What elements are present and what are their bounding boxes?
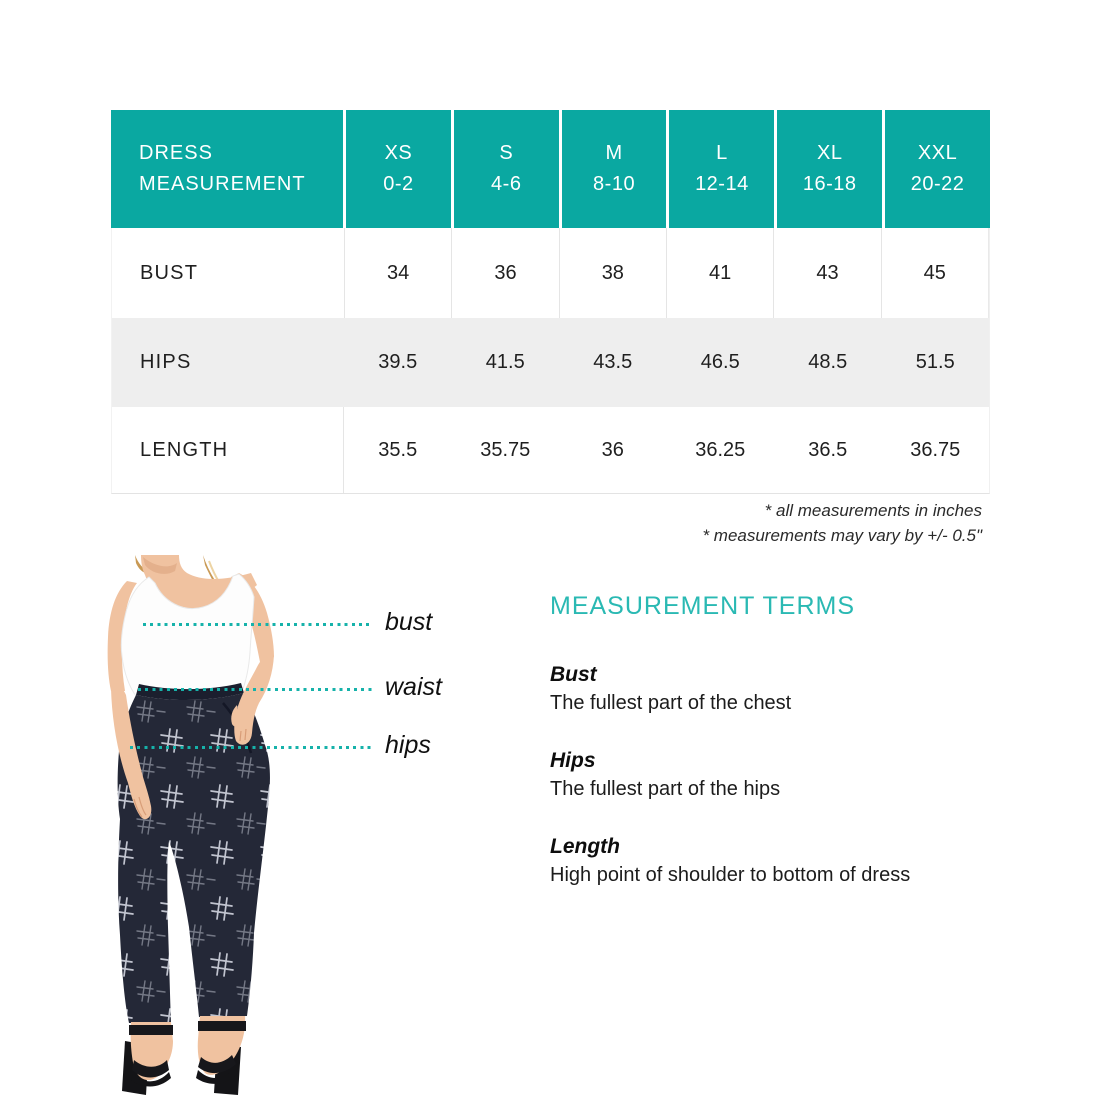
size-code: XS [384,142,413,164]
table-cell: 39.5 [378,351,418,373]
waist-line-label: waist [385,673,442,701]
size-code: L [716,142,728,164]
table-header-row [111,110,990,228]
table-cell: 48.5 [808,351,848,373]
table-cell: 43.5 [593,351,633,373]
bust-dotted-line [143,623,372,626]
table-cell: 35.5 [378,438,418,461]
table-cell: 36.25 [695,438,746,461]
term-bust [550,662,1020,715]
table-cell: 34 [344,228,451,318]
table-cell: 45 [881,228,988,318]
table-cell: 36 [601,438,624,461]
row-label-length: LENGTH [112,407,344,493]
column-header-m [559,110,667,228]
model-illustration [105,555,375,1100]
size-code: XXL [917,142,958,164]
term-name: Hips [550,749,596,772]
corner-header-line2: MEASUREMENT [139,173,306,195]
column-header-xxl [882,110,990,228]
size-range: 4-6 [491,173,522,195]
term-definition: High point of shoulder to bottom of dress [550,864,911,886]
size-code: S [499,142,514,164]
hips-line-label: hips [385,731,431,759]
bust-line-label: bust [385,608,433,636]
table-cell: 36.75 [910,438,961,461]
size-code: XL [816,142,843,164]
table-cell: 36 [451,228,558,318]
row-label-bust: BUST [140,261,199,284]
term-length [550,834,1020,887]
size-range: 16-18 [802,173,857,195]
table-cell: 51.5 [915,351,955,373]
column-header-s [451,110,559,228]
table-body [111,228,990,494]
size-range: 20-22 [910,173,965,195]
size-range: 8-10 [593,173,636,195]
row-label-hips: HIPS [140,351,192,373]
table-cell: 38 [559,228,666,318]
note-units: * all measurements in inches [764,501,982,520]
term-name: Length [550,835,620,858]
term-hips [550,748,1020,801]
table-row-hips [112,318,989,407]
corner-header-dress-measurement [111,110,343,228]
measurement-terms-heading: MEASUREMENT TERMS [550,592,856,620]
table-cell: 35.75 [480,438,531,461]
term-name: Bust [550,663,597,686]
term-definition: The fullest part of the hips [550,778,781,800]
table-cell: 41 [666,228,773,318]
table-row-length [112,407,989,493]
table-cell: 43 [773,228,880,318]
size-code: M [605,142,623,164]
measurement-notes [702,499,982,548]
size-range: 0-2 [383,173,414,195]
size-range: 12-14 [695,173,749,195]
table-cell: 46.5 [700,351,740,373]
measurement-terms-section [550,592,1020,920]
waist-dotted-line [138,688,372,691]
size-chart-table [111,110,990,494]
table-cell: 36.5 [808,438,848,461]
column-header-xs [343,110,451,228]
corner-header-line1: DRESS [139,142,213,164]
table-row-bust [112,228,989,318]
note-tolerance: * measurements may vary by +/- 0.5" [702,525,982,545]
column-header-xl [774,110,882,228]
column-header-l [666,110,774,228]
model-photo [105,555,375,1100]
table-cell: 41.5 [485,351,525,373]
term-definition: The fullest part of the chest [550,692,792,714]
hips-dotted-line [130,746,372,749]
